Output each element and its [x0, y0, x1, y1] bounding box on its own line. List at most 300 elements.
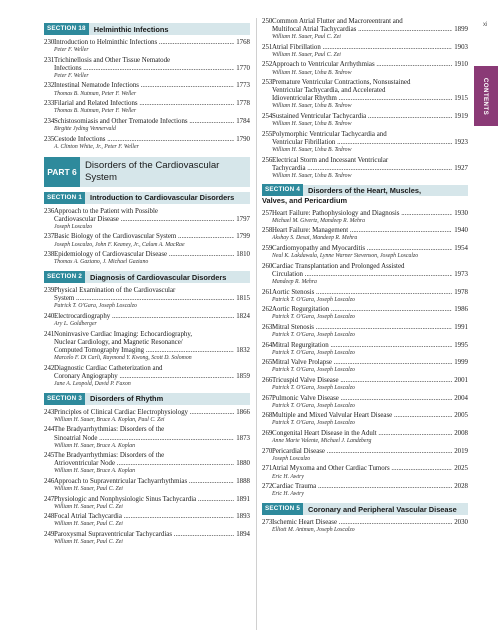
toc-entry[interactable]: [262, 412, 468, 427]
chapter-title-row: [262, 165, 468, 173]
chapter-number: 231: [44, 56, 55, 64]
chapter-title-line: Atrioventricular Node .....: [54, 460, 234, 468]
chapter-title-row: [262, 210, 468, 218]
toc-entry[interactable]: [262, 131, 468, 154]
chapter-title-row: [262, 359, 468, 367]
chapter-title-row: [262, 95, 468, 103]
chapter-authors: William H. Sauer, Usha B. Tedrow: [272, 103, 352, 110]
chapter-number: 238: [44, 251, 55, 259]
chapter-title-row: [44, 57, 250, 65]
toc-entry[interactable]: [262, 263, 468, 286]
chapter-title-line: Schistosomiasis and Other Trematode Infections .....: [54, 118, 234, 126]
chapter-page-number: 2028: [454, 483, 468, 491]
section-title: Helminthic Infections: [93, 24, 169, 34]
chapter-title-line: Multifocal Atrial Tachycardias .....: [272, 26, 452, 34]
toc-entry[interactable]: [44, 57, 250, 80]
chapter-page-number: 2030: [454, 519, 468, 527]
toc-entry[interactable]: [44, 313, 250, 328]
chapter-title-row: [262, 61, 468, 69]
chapter-title-row: [44, 233, 250, 241]
chapter-title-row: [262, 113, 468, 121]
chapter-authors: Patrick T. O'Gara, Joseph Loscalzo: [272, 296, 355, 303]
chapter-page-number: 1873: [236, 434, 250, 442]
chapter-number: 272: [262, 483, 273, 491]
chapter-number: 265: [262, 359, 273, 367]
chapter-page-number: 1797: [236, 215, 250, 223]
part-label: PART 6: [44, 157, 80, 187]
chapter-title-line: Cardiomyopathy and Myocarditis .....: [272, 245, 452, 253]
chapter-title-line: Atrial Myxoma and Other Cardiac Tumors .....: [272, 465, 452, 473]
chapter-number: 243: [44, 408, 55, 416]
chapter-title-line: Approach to Supraventricular Tachyarrhythmias .....: [54, 478, 234, 486]
chapter-page-number: 1954: [454, 245, 468, 253]
chapter-number: 267: [262, 394, 273, 402]
toc-entry[interactable]: [44, 331, 250, 362]
chapter-title-row: [44, 452, 250, 460]
chapter-title-row: [262, 395, 468, 403]
chapter-authors: Joseph Loscalzo, John F. Keaney, Jr., Calum A. MacRae: [54, 241, 185, 248]
chapter-authors: Peter F. Weller: [54, 47, 89, 54]
chapter-number: 230: [44, 39, 55, 46]
toc-entry[interactable]: [44, 409, 250, 424]
chapter-title-line: Introduction to Helminthic Infections .....: [54, 39, 234, 47]
chapter-title-line: Cardiovascular Disease .....: [54, 216, 234, 224]
chapter-authors: Joseph Loscalzo: [272, 455, 311, 462]
chapter-title-line: Tachycardia .....: [272, 165, 452, 173]
chapter-page-number: 1880: [236, 460, 250, 468]
chapter-page-number: 1768: [236, 39, 250, 46]
chapter-title-row: [262, 44, 468, 52]
chapter-title-row: [44, 496, 250, 504]
part-title: Disorders of the Cardiovascular System: [85, 159, 220, 183]
toc-entry[interactable]: [44, 82, 250, 97]
chapter-number: 235: [44, 135, 55, 143]
chapter-title-line: Ischemic Heart Disease .....: [272, 519, 452, 527]
chapter-title-row: [44, 409, 250, 417]
toc-entry[interactable]: [262, 324, 468, 339]
toc-entry[interactable]: [44, 100, 250, 115]
chapter-title-row: [44, 251, 250, 259]
chapter-authors: William H. Sauer, Paul C. Zei: [54, 539, 123, 546]
chapter-title-row: [44, 295, 250, 303]
chapter-number: 244: [44, 426, 55, 434]
chapter-title-row: [262, 430, 468, 438]
chapter-page-number: 1891: [236, 495, 250, 503]
section-header: [44, 393, 250, 405]
chapter-page-number: 1903: [454, 43, 468, 51]
chapter-title-row: [262, 324, 468, 332]
chapter-title-row: [44, 216, 250, 224]
toc-entry[interactable]: [44, 118, 250, 133]
chapter-authors: Joseph Loscalzo: [54, 223, 93, 230]
toc-entry[interactable]: [262, 395, 468, 410]
toc-entry[interactable]: [262, 79, 468, 110]
section-header: [262, 185, 468, 206]
chapter-page-number: 1799: [236, 233, 250, 241]
chapter-number: 257: [262, 209, 273, 217]
chapter-number: 261: [262, 288, 273, 296]
chapter-title-line: Approach to the Patient with Possible: [54, 207, 158, 215]
toc-entry[interactable]: [262, 289, 468, 304]
chapter-authors: William H. Sauer, Bruce A. Koplan, Paul C. Zei: [54, 416, 165, 423]
chapter-title-line: Basic Biology of the Cardiovascular System .....: [54, 233, 234, 241]
chapter-page-number: 1832: [236, 346, 250, 354]
toc-entry[interactable]: [262, 61, 468, 76]
chapter-title-line: System .....: [54, 295, 234, 303]
toc-entry[interactable]: [262, 519, 468, 534]
chapter-page-number: 2004: [454, 394, 468, 402]
toc-entry[interactable]: [262, 342, 468, 357]
chapter-number: 248: [44, 513, 55, 521]
chapter-title-row: [44, 513, 250, 521]
chapter-title-row: [262, 483, 468, 491]
chapter-title-line: Physiologic and Nonphysiologic Sinus Tachycardia .....: [54, 496, 234, 504]
chapter-page-number: 1991: [454, 323, 468, 331]
chapter-title-line: Ventricular Tachycardia, and Accelerated: [272, 87, 386, 95]
section-title-continued: Valves, and Pericardium: [262, 195, 348, 205]
chapter-authors: William H. Sauer, Bruce A. Koplan: [54, 442, 136, 449]
chapter-number: 271: [262, 465, 273, 473]
chapter-number: 250: [262, 18, 273, 25]
chapter-page-number: 1810: [236, 251, 250, 259]
toc-entry[interactable]: [262, 210, 468, 225]
chapter-title-line: Circulation .....: [272, 271, 452, 279]
toc-entry[interactable]: [262, 483, 468, 498]
chapter-authors: William H. Sauer, Usha B. Tedrow: [272, 69, 352, 76]
chapter-number: 266: [262, 376, 273, 384]
chapter-title-line: Intestinal Nematode Infections .....: [54, 82, 234, 90]
toc-entry[interactable]: [262, 306, 468, 321]
chapter-title-row: [44, 313, 250, 321]
chapter-page-number: 1915: [454, 95, 468, 103]
column-divider: [256, 18, 257, 630]
chapter-page-number: 1973: [454, 270, 468, 278]
chapter-number: 251: [262, 43, 273, 51]
section-header: [44, 271, 250, 283]
chapter-number: 264: [262, 341, 273, 349]
chapter-authors: Marcelo F. Di Carli, Raymond Y. Kwong, Scott D. Solomon: [54, 354, 192, 361]
chapter-title-row: [262, 289, 468, 297]
toc-entry[interactable]: [44, 287, 250, 310]
chapter-page-number: 1899: [454, 26, 468, 34]
chapter-title-line: Computed Tomography Imaging .....: [54, 347, 234, 355]
chapter-title-line: Trichinellosis and Other Tissue Nematode: [54, 56, 171, 64]
chapter-number: 239: [44, 287, 55, 295]
chapter-number: 268: [262, 412, 273, 420]
chapter-title-row: [44, 136, 250, 144]
chapter-number: 270: [262, 447, 273, 455]
chapter-title-line: Polymorphic Ventricular Tachycardia and: [272, 130, 387, 138]
chapter-number: 245: [44, 452, 55, 460]
chapter-authors: William H. Sauer, Paul C. Zei: [54, 521, 123, 528]
chapter-authors: Patrick T. O'Gara, Joseph Loscalzo: [272, 349, 355, 356]
chapter-title-row: [44, 478, 250, 486]
chapter-page-number: 1930: [454, 209, 468, 217]
chapter-page-number: 1773: [236, 82, 250, 90]
chapter-page-number: 1790: [236, 135, 250, 143]
chapter-number: 252: [262, 61, 273, 69]
section-title: Diagnosis of Cardiovascular Disorders: [90, 272, 227, 282]
toc-entry[interactable]: [44, 136, 250, 151]
chapter-authors: William H. Sauer, Bruce A. Koplan: [54, 468, 136, 475]
chapter-number: 247: [44, 495, 55, 503]
chapter-title-line: Mitral Valve Prolapse .....: [272, 359, 452, 367]
chapter-number: 273: [262, 519, 273, 527]
chapter-number: 263: [262, 323, 273, 331]
chapter-number: 259: [262, 245, 273, 253]
chapter-authors: William H. Sauer, Usha B. Tedrow: [272, 121, 352, 128]
chapter-title-line: Electrical Storm and Incessant Ventricular: [272, 156, 389, 164]
chapter-number: 242: [44, 364, 55, 372]
chapter-title-line: Physical Examination of the Cardiovascular: [54, 287, 176, 295]
chapter-number: 249: [44, 531, 55, 539]
chapter-title-row: [262, 306, 468, 314]
chapter-title-row: [262, 263, 468, 271]
chapter-title-line: Cardiac Transplantation and Prolonged Assisted: [272, 262, 405, 270]
chapter-title-row: [44, 39, 250, 47]
chapter-title-line: Sustained Ventricular Tachycardia .....: [272, 113, 452, 121]
chapter-page-number: 1894: [236, 531, 250, 539]
chapter-title-line: Congenital Heart Disease in the Adult .....: [272, 430, 452, 438]
chapter-authors: Thomas A. Gaziano, J. Michael Gaziano: [54, 259, 149, 266]
chapter-authors: Neal K. Lakdawala, Lynne Warner Stevenson, Joseph Loscalzo: [272, 253, 419, 260]
chapter-title-row: [44, 82, 250, 90]
section-label: SECTION 1: [44, 192, 85, 204]
chapter-page-number: 1859: [236, 372, 250, 380]
chapter-title-line: Idioventricular Rhythm .....: [272, 95, 452, 103]
chapter-title-line: The Bradyarrhythmias: Disorders of the: [54, 452, 165, 460]
chapter-authors: Elliott M. Antman, Joseph Loscalzo: [272, 527, 355, 534]
chapter-authors: Michael M. Givertz, Mandeep R. Mehra: [272, 217, 366, 224]
chapter-title-line: Paroxysmal Supraventricular Tachycardias .....: [54, 531, 234, 539]
chapter-authors: A. Clinton White, Jr., Peter F. Weller: [54, 143, 139, 150]
chapter-page-number: 1923: [454, 138, 468, 146]
chapter-authors: Patrick T. O'Gara, Joseph Loscalzo: [272, 420, 355, 427]
chapter-title-line: Mitral Stenosis .....: [272, 324, 452, 332]
chapter-title-row: [262, 131, 468, 139]
chapter-authors: William H. Sauer, Paul C. Zei: [272, 51, 341, 58]
chapter-page-number: 1784: [236, 117, 250, 125]
section-title: Coronary and Peripheral Vascular Disease: [308, 504, 457, 514]
chapter-title-line: Cardiac Trauma .....: [272, 483, 452, 491]
chapter-number: 260: [262, 262, 273, 270]
chapter-authors: Patrick T. O'Gara, Joseph Loscalzo: [272, 402, 355, 409]
section-label: SECTION 18: [44, 23, 89, 35]
chapter-page-number: 1815: [236, 295, 250, 303]
chapter-title-row: [44, 287, 250, 295]
chapter-page-number: 1893: [236, 513, 250, 521]
toc-entry[interactable]: [262, 157, 468, 180]
chapter-title-line: Tricuspid Valve Disease .....: [272, 377, 452, 385]
section-label: SECTION 5: [262, 503, 303, 515]
chapter-page-number: 1986: [454, 306, 468, 314]
toc-entry[interactable]: [262, 430, 468, 445]
chapter-title-row: [44, 426, 250, 434]
chapter-title-line: Noninvasive Cardiac Imaging: Echocardiography,: [54, 330, 193, 338]
chapter-number: 240: [44, 312, 55, 320]
section-header: [44, 192, 250, 204]
chapter-title-row: [262, 465, 468, 473]
chapter-authors: William H. Sauer, Usha B. Tedrow: [272, 146, 352, 153]
chapter-number: 232: [44, 82, 55, 90]
chapter-title-line: Pulmonic Valve Disease .....: [272, 395, 452, 403]
chapter-page-number: 1919: [454, 113, 468, 121]
chapter-authors: Mandeep R. Mehra: [272, 278, 317, 285]
toc-entry[interactable]: [262, 113, 468, 128]
chapter-page-number: 2001: [454, 376, 468, 384]
chapter-authors: Patrick T. O'Gara, Joseph Loscalzo: [272, 314, 355, 321]
chapter-title-row: [44, 435, 250, 443]
chapter-number: 234: [44, 117, 55, 125]
chapter-title-line: Aortic Regurgitation .....: [272, 306, 452, 314]
contents-side-tab[interactable]: [474, 66, 498, 126]
chapter-title-line: Sinoatrial Node .....: [54, 435, 234, 443]
chapter-number: 246: [44, 477, 55, 485]
chapter-title-line: Diagnostic Cardiac Catheterization and: [54, 364, 163, 372]
chapter-title-line: Cestode Infections .....: [54, 136, 234, 144]
toc-entry[interactable]: [44, 531, 250, 546]
toc-left-column: [44, 18, 250, 549]
toc-entry[interactable]: [262, 44, 468, 59]
page-number: xi: [483, 22, 488, 28]
section-title: Disorders of the Heart, Muscles,: [308, 185, 421, 195]
chapter-page-number: 1999: [454, 359, 468, 367]
chapter-title-line: Premature Ventricular Contractions, Nonsustained: [272, 79, 411, 87]
chapter-number: 241: [44, 330, 55, 338]
chapter-authors: Ary L. Goldberger: [54, 321, 97, 328]
chapter-title-row: [262, 227, 468, 235]
chapter-authors: Peter F. Weller: [54, 72, 89, 79]
toc-entry[interactable]: [262, 465, 468, 480]
chapter-title-line: Focal Atrial Tachycardia .....: [54, 513, 234, 521]
chapter-title-row: [262, 342, 468, 350]
chapter-title-row: [262, 139, 468, 147]
chapter-title-row: [44, 331, 250, 339]
chapter-title-line: Infections .....: [54, 65, 234, 73]
chapter-number: 254: [262, 113, 273, 121]
chapter-page-number: 1940: [454, 227, 468, 235]
chapter-page-number: 1927: [454, 164, 468, 172]
chapter-title-line: Nuclear Cardiology, and Magnetic Resonance/: [54, 338, 183, 346]
chapter-authors: Patrick T. O'Gara, Joseph Loscalzo: [272, 332, 355, 338]
toc-entry[interactable]: [44, 426, 250, 449]
toc-entry[interactable]: [44, 251, 250, 266]
toc-entry[interactable]: [262, 359, 468, 374]
chapter-number: 269: [262, 430, 273, 438]
chapter-page-number: 1910: [454, 61, 468, 69]
chapter-title-row: [262, 448, 468, 456]
toc-entry[interactable]: [262, 227, 468, 242]
section-header: [262, 503, 468, 515]
chapter-title-line: Principles of Clinical Cardiac Electrophysiology .....: [54, 409, 234, 417]
chapter-authors: Akshay S. Desai, Mandeep R. Mehra: [272, 235, 358, 242]
chapter-title-line: Coronary Angiography .....: [54, 373, 234, 381]
chapter-title-line: Ventricular Fibrillation .....: [272, 139, 452, 147]
chapter-number: 237: [44, 233, 55, 241]
chapter-page-number: 2008: [454, 430, 468, 438]
chapter-title-row: [262, 245, 468, 253]
section-label: SECTION 3: [44, 393, 85, 405]
toc-entry[interactable]: [262, 448, 468, 463]
toc-entry[interactable]: [262, 18, 468, 41]
chapter-authors: Patrick T. O'Gara, Joseph Loscalzo: [54, 303, 137, 310]
chapter-title-row: [44, 365, 250, 373]
section-label: SECTION 4: [262, 184, 303, 196]
chapter-title-row: [44, 208, 250, 216]
toc-entry[interactable]: [44, 39, 250, 54]
chapter-title-row: [262, 18, 468, 26]
section-title: Introduction to Cardiovascular Disorders: [90, 193, 235, 203]
chapter-number: 262: [262, 306, 273, 314]
chapter-authors: Patrick T. O'Gara, Joseph Loscalzo: [272, 367, 355, 374]
chapter-authors: Eric H. Awtry: [272, 491, 304, 498]
chapter-title-row: [44, 100, 250, 108]
chapter-title-line: The Bradyarrhythmias: Disorders of the: [54, 426, 165, 434]
chapter-page-number: 1995: [454, 341, 468, 349]
section-label: SECTION 2: [44, 271, 85, 283]
toc-entry[interactable]: [44, 365, 250, 388]
toc-entry[interactable]: [44, 478, 250, 493]
contents-tab-label: CONTENTS: [482, 77, 490, 115]
part-header: [44, 157, 250, 187]
chapter-title-line: Atrial Fibrillation .....: [272, 44, 452, 52]
toc-entry[interactable]: [44, 496, 250, 511]
chapter-authors: William H. Sauer, Paul C. Zei: [54, 486, 123, 493]
chapter-title-row: [44, 531, 250, 539]
chapter-title-line: Multiple and Mixed Valvular Heart Disease .....: [272, 412, 452, 420]
chapter-number: 256: [262, 156, 273, 164]
chapter-title-line: Approach to Ventricular Arrhythmias .....: [272, 61, 452, 69]
toc-entry[interactable]: [262, 245, 468, 260]
chapter-title-row: [44, 460, 250, 468]
chapter-page-number: 2025: [454, 465, 468, 473]
toc-entry[interactable]: [44, 513, 250, 528]
chapter-title-row: [44, 347, 250, 355]
toc-right-column: [262, 18, 468, 537]
chapter-number: 233: [44, 100, 55, 108]
chapter-page-number: 1888: [236, 477, 250, 485]
chapter-title-row: [262, 271, 468, 279]
chapter-page-number: 1824: [236, 312, 250, 320]
toc-entry[interactable]: [44, 233, 250, 248]
chapter-page-number: 1778: [236, 100, 250, 108]
chapter-page-number: 1866: [236, 408, 250, 416]
chapter-page-number: 2019: [454, 447, 468, 455]
chapter-authors: Thomas B. Nutman, Peter F. Weller: [54, 108, 137, 115]
chapter-number: 253: [262, 79, 273, 87]
chapter-authors: Thomas B. Nutman, Peter F. Weller: [54, 90, 137, 97]
chapter-page-number: 1770: [236, 64, 250, 72]
chapter-title-row: [262, 157, 468, 165]
chapter-title-line: Heart Failure: Management .....: [272, 227, 452, 235]
toc-entry[interactable]: [44, 208, 250, 231]
chapter-title-row: [262, 377, 468, 385]
section-title: Disorders of Rhythm: [90, 394, 164, 404]
chapter-title-line: Aortic Stenosis .....: [272, 289, 452, 297]
chapter-number: 258: [262, 227, 273, 235]
chapter-title-row: [262, 412, 468, 420]
toc-entry[interactable]: [44, 452, 250, 475]
section-header-row: [262, 185, 468, 196]
chapter-title-row: [44, 118, 250, 126]
chapter-title-line: Epidemiology of Cardiovascular Disease .....: [54, 251, 234, 259]
chapter-number: 255: [262, 130, 273, 138]
toc-entry[interactable]: [262, 377, 468, 392]
chapter-title-row: [262, 79, 468, 87]
chapter-page-number: 1978: [454, 288, 468, 296]
chapter-number: 236: [44, 207, 55, 215]
chapter-title-line: Electrocardiography .....: [54, 313, 234, 321]
